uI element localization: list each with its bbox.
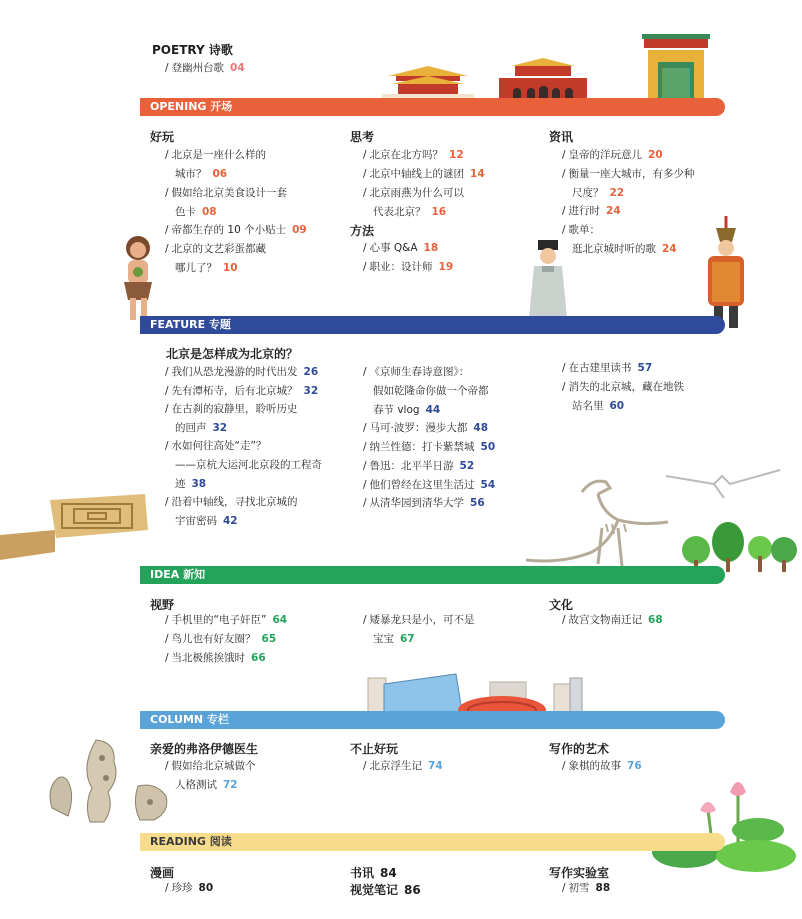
lotus-illustration [646,772,802,872]
page-number: 44 [425,404,441,416]
toc-entry[interactable]: / 水如何往高处“走”？ ——京杭大运河北京段的工程奇 迹 38 [165,440,322,490]
toc-entry[interactable]: / 在古刹的寂静里，聆听历史 的回声 32 [165,403,298,434]
page-number: 74 [428,760,443,772]
toc-entry[interactable]: / 我们从恐龙漫游的时代出发 26 [165,366,319,378]
toc-entry[interactable]: / 北京的文艺彩蛋都藏 哪儿了？ 10 [165,243,267,274]
toc-entry[interactable]: / 先有潭柘寺，后有北京城？ 32 [165,385,319,397]
sikao-title: 思考 [350,130,375,144]
page-number: 06 [212,168,228,180]
toc-entry[interactable]: / 珍珍 80 [165,882,214,894]
page-number: 18 [423,242,439,254]
column-band: COLUMN 专栏 [140,711,725,729]
haowan-title: 好玩 [150,130,175,144]
feature-band: FEATURE 专题 [140,316,725,334]
page-number: 38 [191,478,207,490]
fangfa-title: 方法 [350,224,375,238]
toc-entry[interactable]: / 帝都生存的 10 个小贴士 09 [165,224,307,236]
page-number: 80 [198,882,214,894]
palace-illustration [378,62,478,102]
page-number: 48 [473,422,489,434]
page-number: 14 [470,168,485,180]
tiananmen-illustration [497,56,589,104]
shiye-title: 视野 [150,598,175,612]
freud-title: 亲爱的弗洛伊德医生 [150,742,259,756]
toc-entry[interactable]: / 矮暴龙只是小，可不是 宝宝 67 [363,614,475,645]
toc-entry[interactable]: / 假如给北京美食设计一套 色卡 08 [165,187,288,218]
toc-entry[interactable]: / 他们曾经在这里生活过 54 [363,479,496,491]
buzhi-title: 不止好玩 [350,742,399,756]
page-number: 84 [380,866,397,880]
page-number: 67 [400,633,415,645]
page-number: 24 [662,243,677,255]
page-number: 64 [272,614,288,626]
toc-entry[interactable]: / 鲁迅：北平半日游 52 [363,460,475,472]
toc-entry[interactable]: / 象棋的故事 76 [562,760,642,772]
page-number: 32 [303,385,319,397]
toc-entry[interactable]: / 鸟儿也有好友圈？ 65 [165,633,277,645]
xiezuo-title: 写作的艺术 [549,742,610,756]
toc-entry[interactable]: / 北京在北方吗？ 12 [363,149,464,161]
toc-entry[interactable]: / 故宫文物南迁记 68 [562,614,663,626]
page-number: 08 [202,206,217,218]
page-number: 16 [431,206,447,218]
page-number: 76 [627,760,642,772]
toc-entry[interactable]: / 从清华园到清华大学 56 [363,497,485,509]
toc-entry[interactable]: / 心事 Q&A 18 [363,242,439,254]
page-number: 22 [609,187,625,199]
page-number: 57 [637,362,653,374]
page-number: 09 [292,224,307,236]
trees-illustration [680,520,800,572]
toc-entry[interactable]: / 歌单： 逛北京城时听的歌 24 [562,224,677,255]
poetry-heading: POETRY 诗歌 [152,43,233,57]
toc-entry[interactable]: / 北京雨燕为什么可以 代表北京？ 16 [363,187,465,218]
toc-entry[interactable]: / 马可·波罗：漫步大都 48 [363,422,489,434]
toc-entry[interactable]: / 纳兰性德：打卡紫禁城 50 [363,441,496,453]
page-number: 42 [223,515,238,527]
page-number: 32 [212,422,228,434]
page-number: 66 [251,652,266,664]
toc-entry[interactable]: / 进行时 24 [562,205,621,217]
toc-entry[interactable]: / 消失的北京城，藏在地铁 站名里 60 [562,381,685,412]
toc-entry[interactable]: / 衡量一座大城市，有多少种 尺度？ 22 [562,168,695,199]
page-number: 10 [223,262,238,274]
toc-entry[interactable]: / 《京师生春诗意图》： 假如乾隆命你做一个帝都 春节 vlog 44 [363,366,489,416]
idea-band: IDEA 新知 [140,566,725,584]
lab-title: 写作实验室 [549,866,610,880]
page-number: 72 [223,779,238,791]
page-number: 20 [648,149,663,161]
toc-entry[interactable]: / 初雪 88 [562,882,611,894]
page-number: 19 [438,261,454,273]
shijue-entry[interactable]: 视觉笔记 86 [350,883,421,897]
pterosaur-illustration [664,462,782,502]
manhua-title: 漫画 [150,866,175,880]
wenhua-title: 文化 [549,598,574,612]
page-number: 24 [606,205,621,217]
page-number: 56 [470,497,485,509]
toc-entry[interactable]: / 职业：设计师 19 [363,261,454,273]
page-number: 68 [648,614,663,626]
page-number: 12 [449,149,464,161]
gate-tower-illustration [640,32,712,104]
page-number: 60 [609,400,625,412]
toc-entry[interactable]: / 假如给北京城做个 人格测试 72 [165,760,256,791]
feature-title: 北京是怎样成为北京的？ [166,347,299,361]
page-number: 65 [261,633,277,645]
toc-entry[interactable]: / 北京中轴线上的谜团 14 [363,168,485,180]
page-number: 26 [303,366,319,378]
page-number: 52 [459,460,475,472]
caveman-illustration [108,232,168,324]
page-number: 88 [595,882,611,894]
toc-entry[interactable]: / 沿着中轴线，寻找北京城的 宇宙密码 42 [165,496,298,527]
toc-entry[interactable]: / 皇帝的洋玩意儿 20 [562,149,663,161]
maze-illustration [0,490,150,565]
toc-entry[interactable]: / 北京浮生记 74 [363,760,443,772]
opening-band: OPENING 开场 [140,98,725,116]
toc-entry[interactable]: / 北京是一座什么样的 城市？ 06 [165,149,267,180]
toc-entry[interactable]: / 当北极熊挨饿时 66 [165,652,266,664]
toc-entry[interactable]: / 在古建里读书 57 [562,362,653,374]
dinosaur-skeleton-illustration [522,472,672,572]
poetry-item: 登幽州台歌 [171,62,225,74]
page-number: 86 [404,883,421,897]
poetry-entry[interactable]: / 登幽州台歌 04 [165,62,245,74]
page-number: 54 [480,479,496,491]
reading-band: READING 阅读 [140,833,725,851]
page-number: 04 [230,62,245,74]
shuxun-entry[interactable]: 书讯 84 [350,866,397,880]
page-number: 50 [480,441,496,453]
toc-entry[interactable]: / 手机里的“电子奸臣” 64 [165,614,288,626]
zixun-title: 资讯 [549,130,574,144]
